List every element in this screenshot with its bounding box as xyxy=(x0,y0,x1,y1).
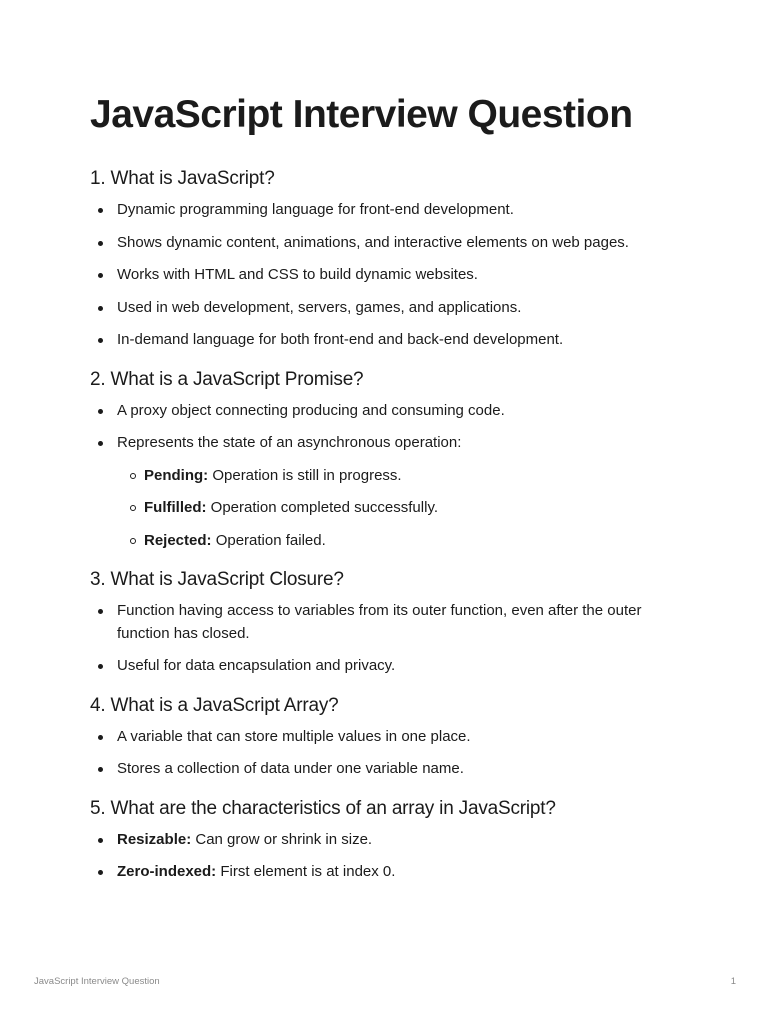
hollow-bullet-icon xyxy=(130,538,136,544)
list-item: Dynamic programming language for front-end development. xyxy=(90,199,690,222)
list-item: Zero-indexed: First element is at index 0. xyxy=(90,861,690,884)
bullet-icon xyxy=(98,609,103,614)
bullet-list xyxy=(90,726,690,781)
promise-states-list xyxy=(117,465,690,553)
list-item: Useful for data encapsulation and privacy. xyxy=(90,655,690,678)
bullet-list xyxy=(90,600,690,678)
section-heading: 2. What is a JavaScript Promise? xyxy=(90,368,364,390)
bullet-icon xyxy=(98,441,103,446)
list-item: Resizable: Can grow or shrink in size. xyxy=(90,829,690,852)
list-item: A proxy object connecting producing and consuming code. xyxy=(90,400,690,423)
bullet-icon xyxy=(98,409,103,414)
section-javascript-array xyxy=(90,693,690,781)
bullet-list xyxy=(90,829,690,884)
list-item: A variable that can store multiple values in one place. xyxy=(90,726,690,749)
list-item: Fulfilled: Operation completed successfully. xyxy=(117,497,690,520)
section-array-characteristics xyxy=(90,796,690,884)
list-item: In-demand language for both front-end and back-end development. xyxy=(90,329,690,352)
hollow-bullet-icon xyxy=(130,473,136,479)
section-javascript-closure xyxy=(90,567,690,678)
bullet-icon xyxy=(98,241,103,246)
section-heading: 5. What are the characteristics of an array in JavaScript? xyxy=(90,797,556,819)
bullet-list xyxy=(90,199,690,352)
list-item: Pending: Operation is still in progress. xyxy=(117,465,690,488)
section-heading: 4. What is a JavaScript Array? xyxy=(90,694,339,716)
list-item: Rejected: Operation failed. xyxy=(117,530,690,553)
bullet-icon xyxy=(98,338,103,343)
document-page xyxy=(90,88,690,899)
bullet-icon xyxy=(98,870,103,875)
hollow-bullet-icon xyxy=(130,505,136,511)
bullet-icon xyxy=(98,767,103,772)
bullet-icon xyxy=(98,208,103,213)
bullet-icon xyxy=(98,306,103,311)
list-item: Shows dynamic content, animations, and interactive elements on web pages. xyxy=(90,232,690,255)
bullet-list xyxy=(90,400,690,553)
section-heading: 1. What is JavaScript? xyxy=(90,168,275,189)
bullet-icon xyxy=(98,838,103,843)
bullet-icon xyxy=(98,735,103,740)
list-item: Works with HTML and CSS to build dynamic websites. xyxy=(90,264,690,287)
section-what-is-javascript xyxy=(90,166,690,352)
list-item: Function having access to variables from its outer function, even after the outer function has closed. xyxy=(90,600,690,645)
list-item: Represents the state of an asynchronous operation: Pending: Operation is still in progress. Fulfilled: Operation completed successfully. Rejected: Operation failed. xyxy=(90,432,690,552)
footer-page-number: 1 xyxy=(730,976,736,987)
bullet-icon xyxy=(98,273,103,278)
section-heading: 3. What is JavaScript Closure? xyxy=(90,569,344,590)
footer-document-name: JavaScript Interview Question xyxy=(34,976,160,987)
list-item: Stores a collection of data under one variable name. xyxy=(90,758,690,781)
list-item: Used in web development, servers, games, and applications. xyxy=(90,297,690,320)
section-javascript-promise xyxy=(90,367,690,553)
bullet-icon xyxy=(98,664,103,669)
page-title: JavaScript Interview Question xyxy=(90,93,633,136)
